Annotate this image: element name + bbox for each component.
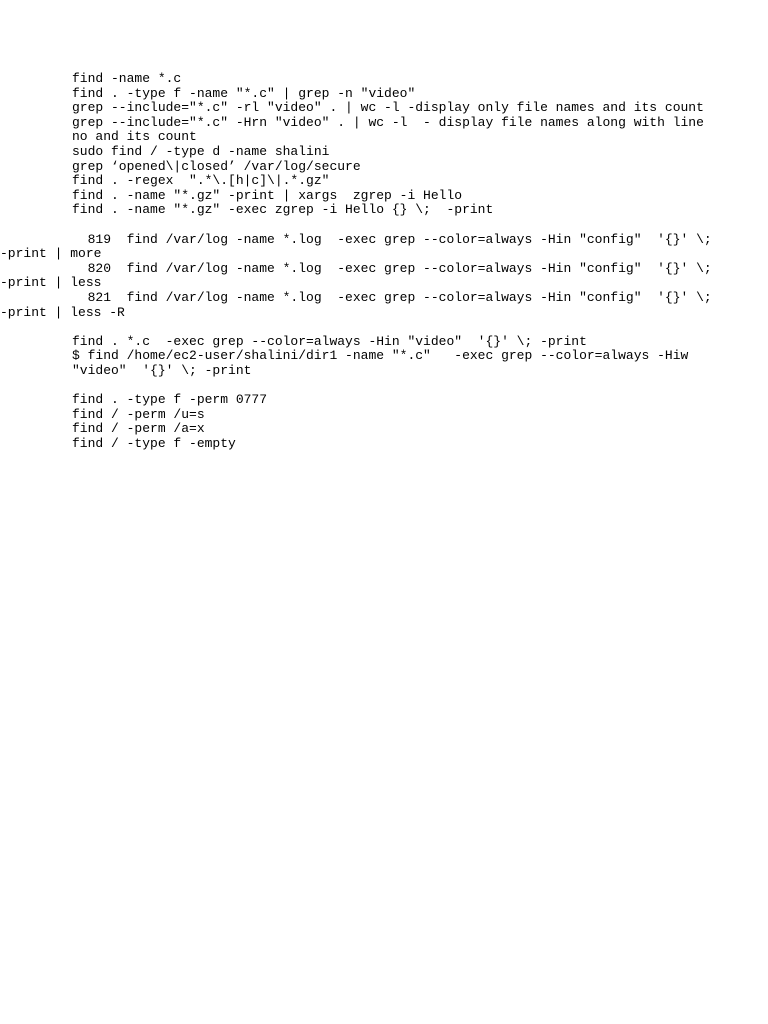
text-line: find . -name "*.gz" -exec zgrep -i Hello {} \; -print	[72, 202, 494, 218]
text-line: 819 find /var/log -name *.log -exec grep --color=always -Hin "config" '{}' \;	[72, 231, 712, 247]
perm-find-block	[72, 393, 696, 451]
text-line: 820 find /var/log -name *.log -exec grep --color=always -Hin "config" '{}' \;	[72, 260, 712, 276]
text-line: -print | less	[0, 275, 102, 291]
text-line: 821 find /var/log -name *.log -exec grep --color=always -Hin "config" '{}' \;	[72, 289, 712, 305]
text-line: find . -regex ".*\.[h|c]\|.*.gz"	[72, 173, 330, 189]
text-line: grep --include="*.c" -Hrn "video" . | wc -l - display file names along with line	[72, 114, 704, 130]
text-line: find . -type f -name "*.c" | grep -n "video"	[72, 85, 416, 101]
text-line: grep ‘opened\|closed’ /var/log/secure	[72, 158, 361, 174]
text-line: $ find /home/ec2-user/shalini/dir1 -name "*.c" -exec grep --color=always -Hiw	[72, 348, 689, 364]
text-line: find . -name "*.gz" -print | xargs zgrep -i Hello	[72, 187, 463, 203]
text-line: find -name *.c	[72, 71, 182, 86]
text-line: -print | less -R	[0, 304, 125, 320]
text-line: find / -perm /u=s	[72, 406, 205, 422]
exec-grep-block	[72, 335, 696, 379]
text-line: find . -type f -perm 0777	[72, 392, 268, 408]
text-line: grep --include="*.c" -rl "video" . | wc -l -display only file names and its count	[72, 100, 704, 116]
text-line: "video" '{}' \; -print	[72, 362, 252, 378]
text-line: no and its count	[72, 129, 197, 145]
text-line: -print | more	[0, 246, 102, 262]
document-page	[0, 71, 712, 1024]
text-line: find / -type f -empty	[72, 435, 236, 451]
history-commands-block	[0, 231, 712, 321]
text-line: sudo find / -type d -name shalini	[72, 143, 330, 159]
text-line: find / -perm /a=x	[72, 421, 205, 437]
find-grep-basics-block	[72, 71, 704, 218]
text-line: find . *.c -exec grep --color=always -Hin "video" '{}' \; -print	[72, 333, 587, 349]
